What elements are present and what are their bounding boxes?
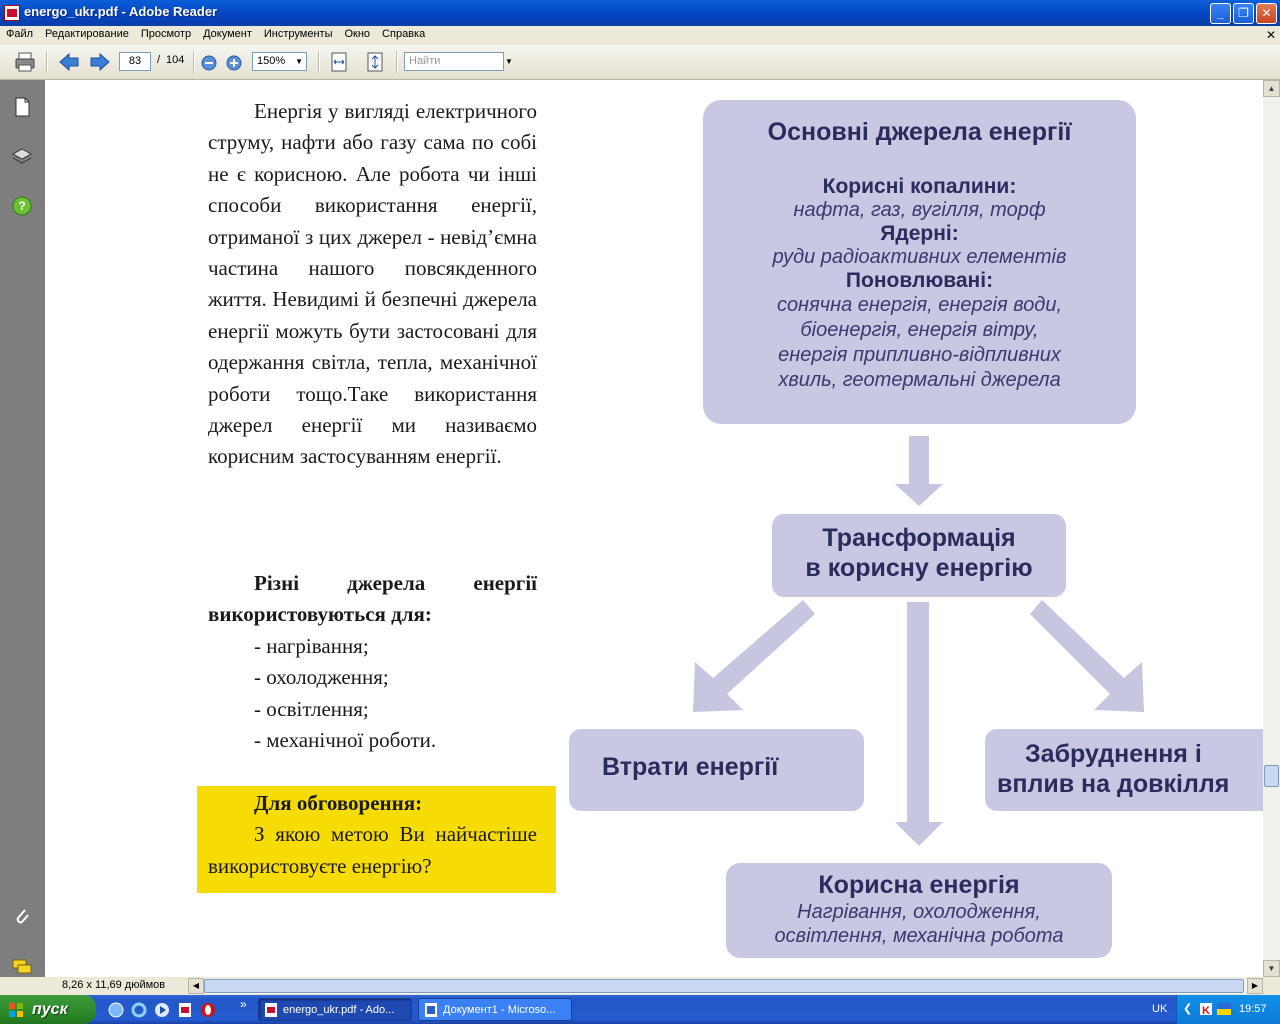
losses-label: Втрати енергії	[602, 753, 779, 781]
svg-text:?: ?	[18, 199, 26, 213]
close-button[interactable]: ✕	[1256, 3, 1277, 24]
search-dropdown-icon[interactable]: ▼	[505, 57, 513, 66]
document-view[interactable]	[45, 80, 1263, 977]
vertical-scroll-thumb[interactable]	[1264, 765, 1279, 787]
attachments-icon[interactable]	[11, 905, 33, 927]
toolbar	[0, 45, 1280, 80]
print-icon[interactable]	[14, 51, 36, 73]
page-number-input[interactable]: 83	[119, 52, 151, 71]
menu-tools[interactable]: Инструменты	[263, 28, 333, 40]
pages-icon[interactable]	[11, 96, 33, 118]
media-player-icon[interactable]	[154, 1002, 170, 1018]
horizontal-scroll-thumb[interactable]	[204, 979, 1244, 993]
toolbar-separator	[193, 51, 195, 73]
paragraph-1: Енергія у вигляді електричного струму, нафти або газу сама по собі не є корисною. Але робота чи інші способи використання енергії, отриманої з цих джерел - невід’ємна частина нашого повсякденного життя. Невидимі й безпечні джерела енергії можуть бути застосовані для одержання світла, тепла, механічної роботи тощо.Таке використання джерел енергії ми називаємо корисним застосуванням енергії.	[208, 99, 537, 469]
system-tray	[1176, 995, 1280, 1024]
renewable-line: енергія припливно-відпливних	[778, 344, 1061, 366]
uses-section	[208, 568, 537, 756]
task-adobe-reader[interactable]	[258, 998, 412, 1021]
menu-edit[interactable]: Редактирование	[45, 28, 129, 40]
menu-view[interactable]: Просмотр	[140, 28, 192, 40]
start-button[interactable]	[0, 995, 96, 1024]
comments-icon[interactable]	[11, 956, 33, 978]
discussion-box	[197, 786, 556, 893]
toolbar-separator	[318, 51, 320, 73]
windows-logo-icon	[8, 1002, 24, 1018]
pollution-line: Забруднення і	[1025, 740, 1202, 768]
useful-title: Корисна енергія	[818, 871, 1020, 899]
zoom-select[interactable]	[252, 52, 307, 71]
fossil-label: Корисні копалини:	[822, 175, 1017, 198]
fit-width-icon[interactable]	[328, 51, 350, 73]
zoom-out-icon[interactable]	[201, 55, 217, 71]
help-icon[interactable]	[11, 195, 33, 217]
window-title: energo_ukr.pdf - Adobe Reader	[24, 4, 218, 19]
scroll-left-icon[interactable]: ◀	[188, 978, 204, 994]
svg-text:K: K	[1202, 1005, 1210, 1016]
sources-title: Основні джерела енергії	[767, 118, 1072, 146]
toolbar-separator	[396, 51, 398, 73]
useful-line: освітлення, механічна робота	[774, 925, 1064, 947]
task-word[interactable]	[418, 998, 572, 1021]
zoom-value: 150%	[257, 55, 286, 67]
intro-paragraph	[208, 96, 537, 473]
pdf-icon	[264, 1003, 278, 1017]
page-total: 104	[166, 54, 185, 66]
use-item: - механічної роботи.	[254, 728, 437, 753]
taskbar	[0, 995, 1280, 1024]
transformation-box	[772, 514, 1066, 597]
document-close-icon[interactable]: ✕	[1265, 28, 1276, 42]
nuclear-label: Ядерні:	[880, 222, 959, 245]
quicklaunch-overflow-icon[interactable]: »	[240, 997, 247, 1011]
transform-line: в корисну енергію	[805, 554, 1033, 582]
menu-bar	[0, 26, 1280, 45]
toolbar-separator	[46, 51, 48, 73]
renewable-line: хвиль, геотермальні джерела	[778, 369, 1061, 391]
scroll-up-icon[interactable]: ▲	[1263, 80, 1280, 97]
clock[interactable]: 19:57	[1239, 1003, 1267, 1015]
pdf-quicklaunch-icon[interactable]	[177, 1002, 193, 1018]
search-input[interactable]: Найти	[404, 52, 504, 71]
navigation-panel	[0, 80, 45, 995]
title-bar[interactable]	[0, 0, 1280, 26]
arrow-down-to-transform	[893, 436, 945, 508]
scroll-right-icon[interactable]: ▶	[1247, 978, 1263, 994]
vertical-scrollbar[interactable]	[1263, 80, 1280, 977]
renewable-line: біоенергія, енергія вітру,	[800, 319, 1039, 341]
pollution-line: вплив на довкілля	[997, 770, 1230, 798]
start-label: пуск	[32, 1001, 68, 1018]
use-item: - охолодження;	[254, 665, 389, 690]
minimize-button[interactable]: _	[1210, 3, 1231, 24]
menu-window[interactable]: Окно	[344, 28, 371, 40]
opera-icon[interactable]	[200, 1002, 216, 1018]
zoom-in-icon[interactable]	[226, 55, 242, 71]
energy-sources-box	[703, 100, 1136, 424]
useful-energy-box	[726, 863, 1112, 958]
internet-explorer-icon[interactable]	[131, 1002, 147, 1018]
pollution-box	[985, 729, 1263, 811]
tray-expand-icon[interactable]: ❮	[1183, 1003, 1193, 1015]
fit-page-icon[interactable]	[364, 51, 386, 73]
uses-heading: Різні джерела енергії використовуються для:	[208, 571, 537, 627]
use-item: - нагрівання;	[254, 633, 369, 658]
discussion-text: З якою метою Ви найчастіше використовуєте енергію?	[208, 822, 537, 878]
desktop-icon[interactable]	[108, 1002, 124, 1018]
task-label: Документ1 - Microso...	[443, 1004, 556, 1016]
next-page-icon[interactable]	[89, 51, 111, 73]
useful-line: Нагрівання, охолодження,	[797, 901, 1041, 923]
arrow-to-losses	[685, 600, 815, 715]
use-item: - освітлення;	[254, 696, 369, 721]
page-size-label: 8,26 x 11,69 дюймов	[62, 979, 166, 991]
nuclear-items: руди радіоактивних елементів	[772, 246, 1067, 268]
scroll-down-icon[interactable]: ▼	[1263, 960, 1280, 977]
fossil-items: нафта, газ, вугілля, торф	[793, 199, 1046, 221]
arrow-to-useful	[893, 602, 945, 848]
maximize-button[interactable]: ❐	[1233, 3, 1254, 24]
renewable-label: Поновлювані:	[845, 269, 994, 292]
layers-icon[interactable]	[11, 146, 33, 168]
transform-line: Трансформація	[822, 524, 1016, 552]
menu-document[interactable]: Документ	[203, 28, 252, 40]
network-icon[interactable]	[1217, 1003, 1231, 1015]
horizontal-scrollbar[interactable]	[188, 978, 1263, 994]
antivirus-icon[interactable]	[1199, 1002, 1213, 1016]
menu-file[interactable]: Файл	[6, 28, 34, 40]
renewable-line: сонячна енергія, енергія води,	[776, 294, 1063, 316]
menu-help[interactable]: Справка	[382, 28, 426, 40]
task-label: energo_ukr.pdf - Ado...	[283, 1004, 395, 1016]
adobe-reader-icon	[4, 5, 20, 21]
page-separator: /	[157, 54, 161, 66]
energy-losses-box	[569, 729, 864, 811]
arrow-to-pollution	[1030, 600, 1150, 715]
previous-page-icon[interactable]	[58, 51, 80, 73]
discussion-title: Для обговорення:	[254, 791, 423, 815]
word-icon	[424, 1003, 438, 1017]
language-indicator[interactable]: UK	[1152, 1003, 1168, 1015]
chevron-down-icon: ▼	[295, 57, 303, 66]
